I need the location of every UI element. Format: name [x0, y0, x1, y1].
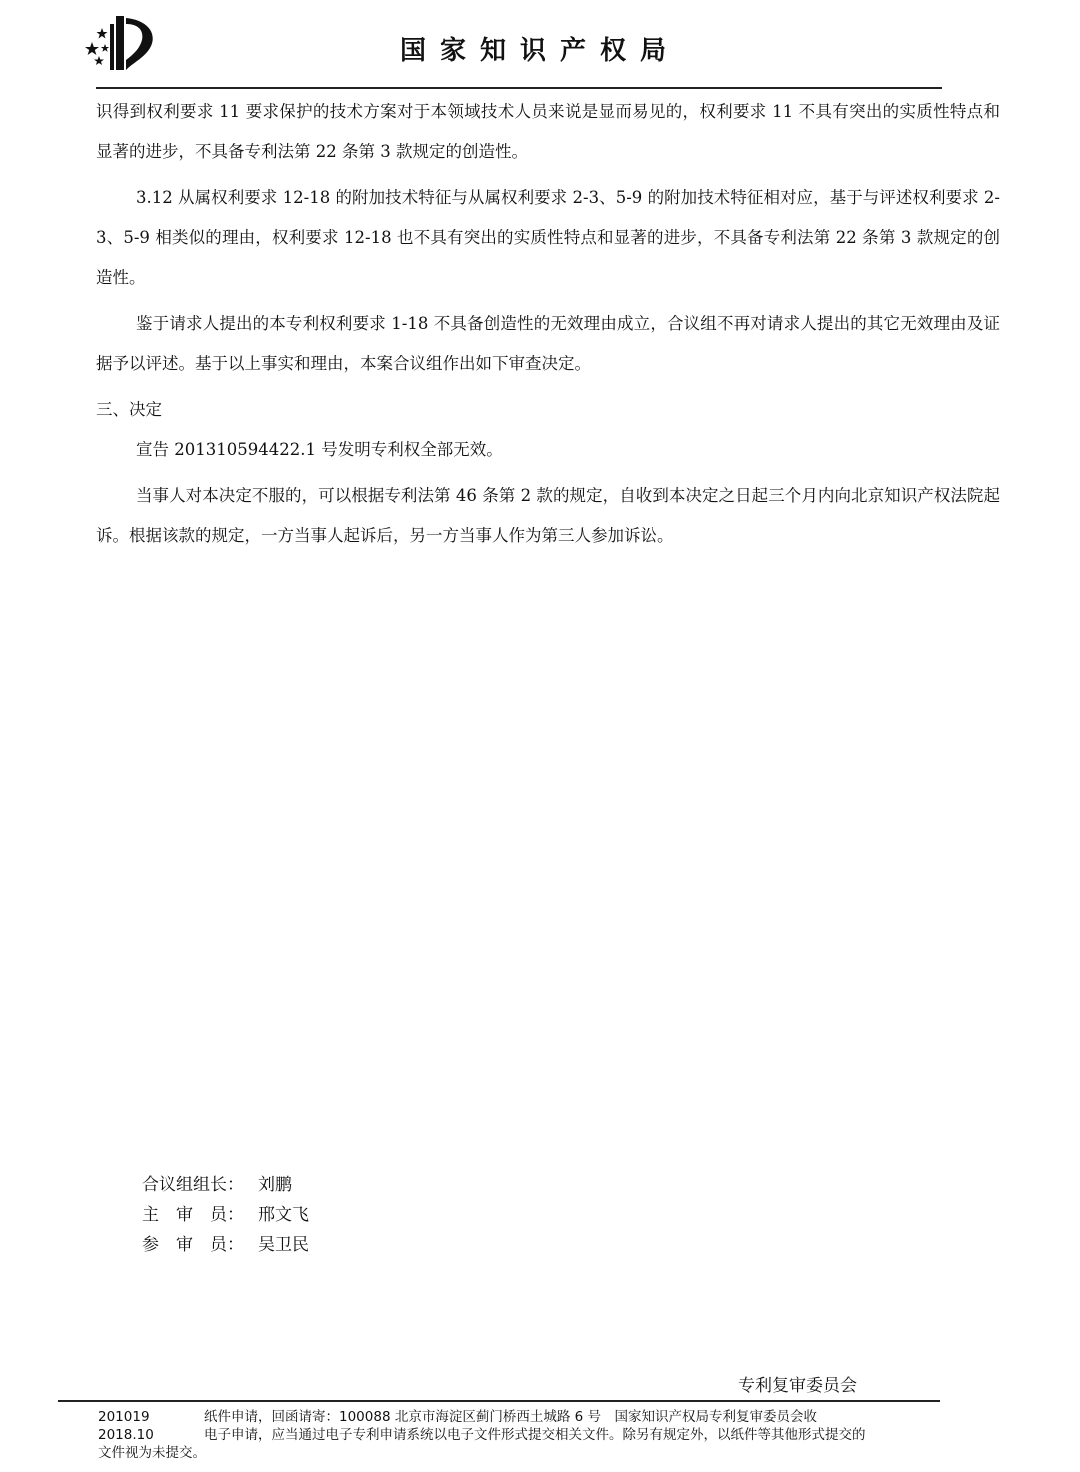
- panel-member-row: [142, 1200, 309, 1230]
- paragraph-appeal-notice: 当事人对本决定不服的，可以根据专利法第 46 条第 2 款的规定，自收到本决定之日起三个月内向北京知识产权法院起诉。根据该款的规定，一方当事人起诉后，另一方当事人作为第三人参加诉讼。: [96, 486, 1000, 545]
- footer-row: [98, 1426, 1002, 1444]
- footer-rule: [58, 1400, 940, 1402]
- footer-electronic-filing-note: 电子申请，应当通过电子专利申请系统以电子文件形式提交相关文件。除另有规定外，以纸件等其他形式提交的: [204, 1427, 866, 1443]
- page-footer: [98, 1408, 1002, 1462]
- cnipa-logo: [80, 12, 160, 74]
- panel-member-name: 邢文飞: [258, 1205, 309, 1225]
- form-version: 2018.10: [98, 1427, 154, 1443]
- panel-role-label: 合议组组长：: [142, 1175, 244, 1195]
- cnipa-emblem-icon: [80, 12, 160, 74]
- footer-row: [98, 1408, 1002, 1426]
- panel-member-row: [142, 1170, 309, 1200]
- form-code: 201019: [98, 1409, 150, 1425]
- examination-panel: [142, 1170, 309, 1260]
- panel-role-label: 主 审 员：: [142, 1205, 244, 1225]
- panel-member-name: 刘鹏: [258, 1175, 292, 1195]
- paragraph-claim-11-conclusion: 识得到权利要求 11 要求保护的技术方案对于本领域技术人员来说是显而易见的，权利要求 11 不具有突出的实质性特点和显著的进步，不具备专利法第 22 条第 3 款规定的创造性。: [96, 102, 1000, 161]
- header-rule: [96, 87, 942, 89]
- paragraph-3-12: 3.12 从属权利要求 12-18 的附加技术特征与从属权利要求 2-3、5-9 的附加技术特征相对应，基于与评述权利要求 2-3、5-9 相类似的理由，权利要求 12-18 也不具有突出的实质性特点和显著的进步，不具备专利法第 22 条第 3 款规定的创造性。: [96, 188, 1000, 287]
- office-title: 国家知识产权局: [399, 36, 680, 66]
- footer-paper-filing-note: 纸件申请，回函请寄：100088 北京市海淀区蓟门桥西土城路 6 号 国家知识产权局专利复审委员会收: [204, 1409, 817, 1425]
- footer-electronic-filing-note-cont: 文件视为未提交。: [98, 1445, 206, 1461]
- panel-role-label: 参 审 员：: [142, 1235, 244, 1255]
- panel-member-row: [142, 1230, 309, 1260]
- section-heading-decision: 三、决定: [96, 400, 162, 419]
- decision-body: [96, 92, 1000, 562]
- paragraph-summary: 鉴于请求人提出的本专利权利要求 1-18 不具备创造性的无效理由成立，合议组不再对请求人提出的其它无效理由及证据予以评述。基于以上事实和理由，本案合议组作出如下审查决定。: [96, 314, 1000, 373]
- paragraph-declaration: 宣告 201310594422.1 号发明专利权全部无效。: [136, 440, 503, 459]
- panel-member-name: 吴卫民: [258, 1235, 309, 1255]
- board-signature: 专利复审委员会: [738, 1376, 857, 1396]
